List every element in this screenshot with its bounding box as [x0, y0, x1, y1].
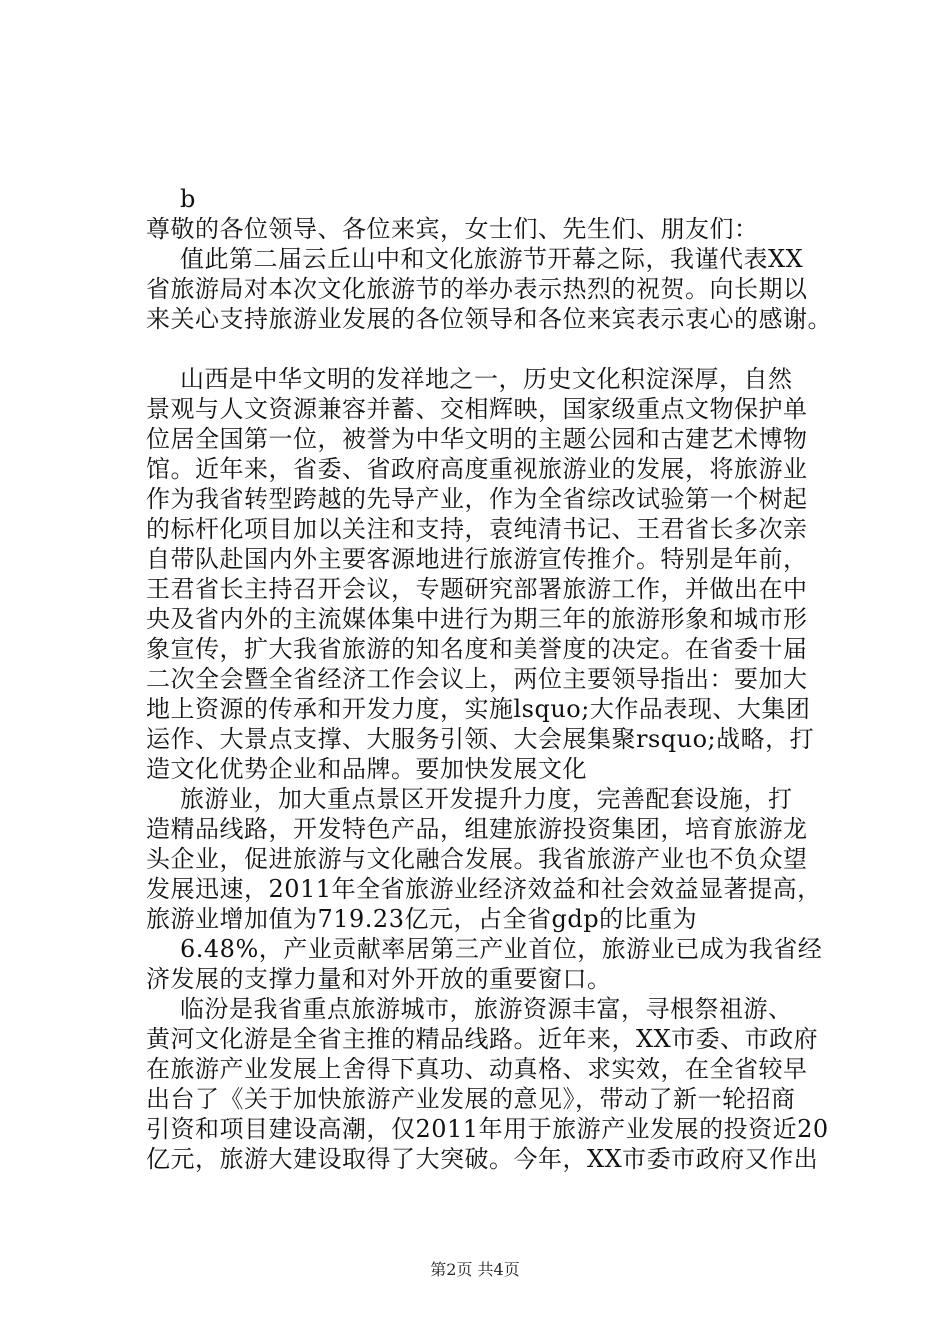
text-line: 造文化优势企业和品牌。要加快发展文化: [146, 755, 587, 783]
text-line: 引资和项目建设高潮，仅2011年用于旅游产业发展的投资近20: [146, 1115, 829, 1143]
text-line: 头企业，促进旅游与文化融合发展。我省旅游产业也不负众望: [146, 845, 808, 873]
text-line: 黄河文化游是全省主推的精品线路。近年来，XX市委、市政府: [146, 1025, 819, 1053]
text-line: 来关心支持旅游业发展的各位领导和各位来宾表示衷心的感谢。: [146, 305, 832, 333]
text-line: 作为我省转型跨越的先导产业，作为全省综改试验第一个树起: [146, 485, 808, 513]
text-line: 自带队赴国内外主要客源地进行旅游宣传推介。特别是年前，: [146, 545, 808, 573]
text-line: 象宣传，扩大我省旅游的知名度和美誉度的决定。在省委十届: [146, 635, 808, 663]
text-line: 发展迅速，2011年全省旅游业经济效益和社会效益显著提高，: [146, 875, 822, 903]
text-line: 出台了《关于加快旅游产业发展的意见》，带动了新一轮招商: [146, 1085, 796, 1113]
page-footer: 第2页 共4页: [430, 1260, 520, 1279]
text-line: 馆。近年来，省委、省政府高度重视旅游业的发展，将旅游业: [146, 455, 808, 483]
text-line: 运作、大景点支撑、大服务引领、大会展集聚rsquo;战略，打: [146, 725, 815, 753]
text-line: 尊敬的各位领导、各位来宾，女士们、先生们、朋友们：: [146, 215, 759, 243]
text-line: 王君省长主持召开会议，专题研究部署旅游工作，并做出在中: [146, 575, 808, 603]
text-line: 二次全会暨全省经济工作会议上，两位主要领导指出：要加大: [146, 665, 808, 693]
text-line: 在旅游产业发展上舍得下真功、动真格、求实效，在全省较早: [146, 1055, 808, 1083]
text-line: 临汾是我省重点旅游城市，旅游资源丰富，寻根祭祖游、: [180, 995, 793, 1023]
text-line: 地上资源的传承和开发力度，实施lsquo;大作品表现、大集团: [146, 695, 811, 723]
text-line: 位居全国第一位，被誉为中华文明的主题公园和古建艺术博物: [146, 425, 808, 453]
text-line: 亿元，旅游大建设取得了大突破。今年，XX市委市政府又作出: [146, 1145, 819, 1173]
text-line: 景观与人文资源兼容并蓄、交相辉映，国家级重点文物保护单: [146, 395, 808, 423]
text-line: 旅游业增加值为719.23亿元，占全省gdp的比重为: [146, 905, 698, 933]
text-line: 央及省内外的主流媒体集中进行为期三年的旅游形象和城市形: [146, 605, 808, 633]
text-line: 省旅游局对本次文化旅游节的举办表示热烈的祝贺。向长期以: [146, 275, 808, 303]
text-line: 山西是中华文明的发祥地之一，历史文化积淀深厚，自然: [180, 365, 793, 393]
text-line: 6.48%，产业贡献率居第三产业首位，旅游业已成为我省经: [180, 935, 823, 963]
text-line: 的标杆化项目加以关注和支持，袁纯清书记、王君省长多次亲: [146, 515, 808, 543]
text-line: 旅游业，加大重点景区开发提升力度，完善配套设施，打: [180, 785, 793, 813]
text-line: 造精品线路，开发特色产品，组建旅游投资集团，培育旅游龙: [146, 815, 808, 843]
text-line: b: [180, 185, 196, 213]
text-line: 值此第二届云丘山中和文化旅游节开幕之际，我谨代表XX: [180, 245, 804, 273]
text-line: 济发展的支撑力量和对外开放的重要窗口。: [146, 965, 612, 993]
